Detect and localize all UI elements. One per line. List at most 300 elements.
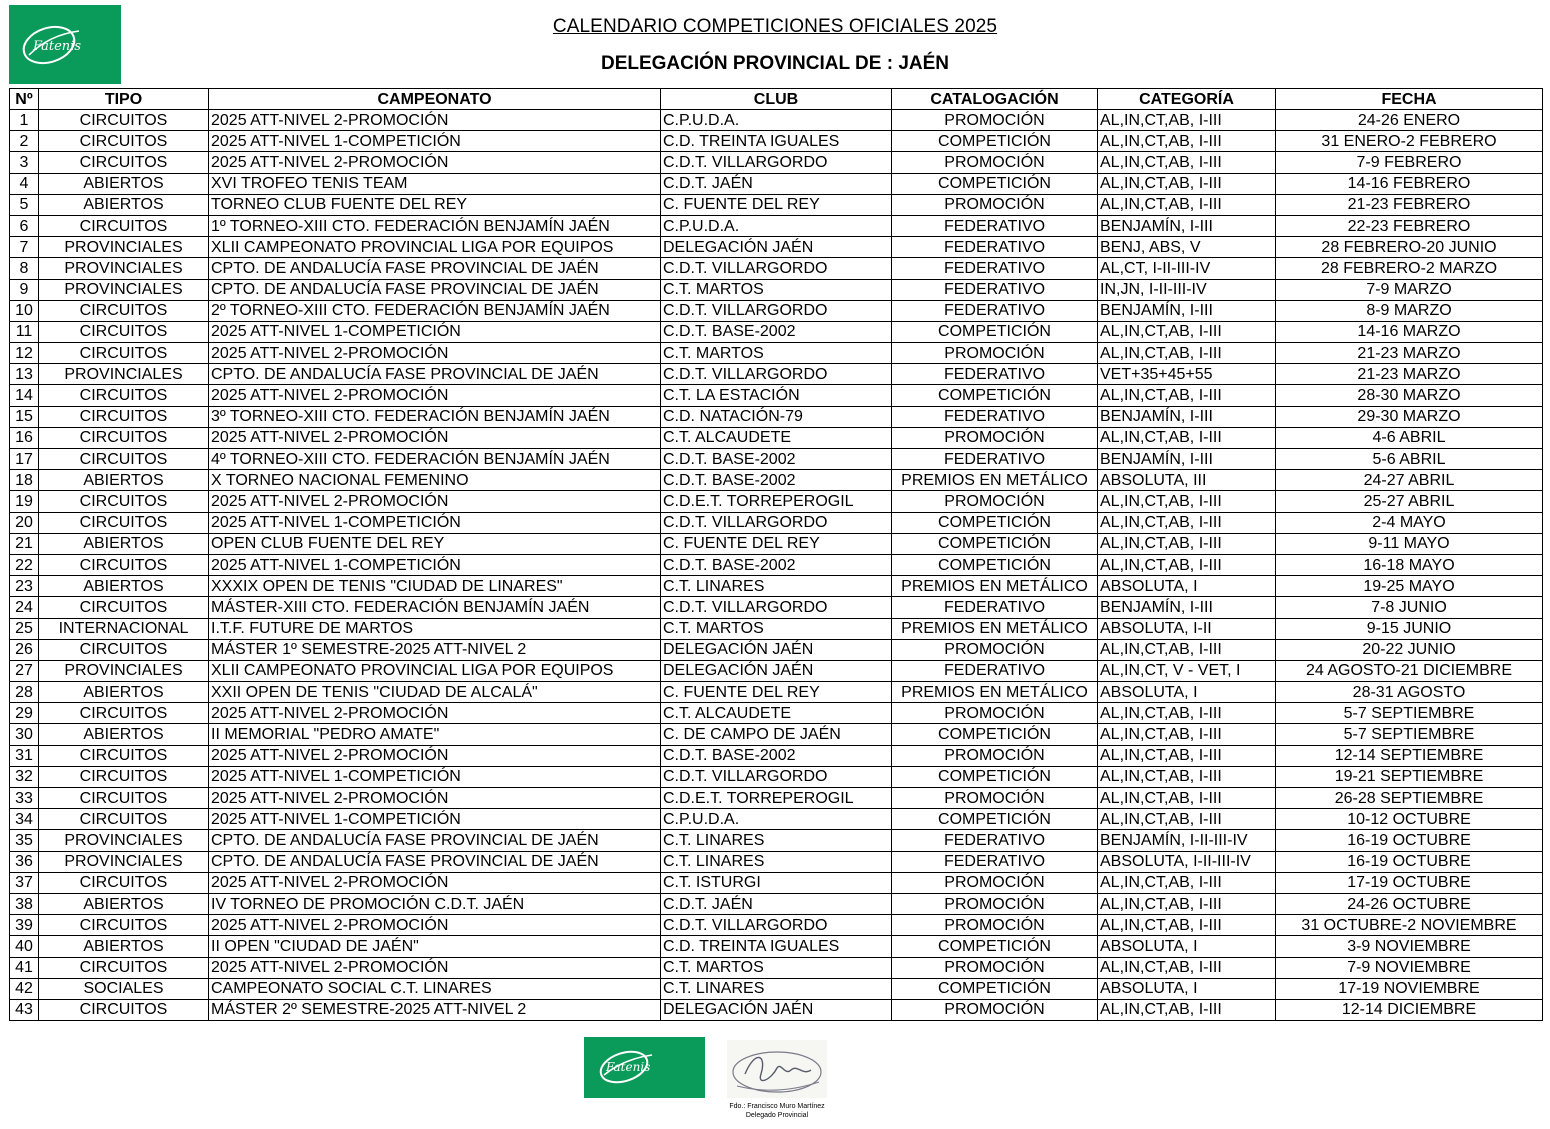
table-row — [10, 597, 1543, 618]
cell-club: C.D.T. VILLARGORDO — [661, 364, 892, 385]
cell-campeonato: 2025 ATT-NIVEL 2-PROMOCIÓN — [209, 491, 661, 512]
table-row — [10, 279, 1543, 300]
cell-club: C.D.T. JAÉN — [661, 173, 892, 194]
cell-number: 24 — [10, 597, 39, 618]
cell-fecha: 31 OCTUBRE-2 NOVIEMBRE — [1276, 915, 1543, 936]
cell-fecha: 17-19 OCTUBRE — [1276, 872, 1543, 893]
cell-tipo: ABIERTOS — [39, 576, 209, 597]
cell-categoria: AL,IN,CT,AB, I-III — [1098, 110, 1276, 131]
cell-number: 39 — [10, 915, 39, 936]
cell-number: 23 — [10, 576, 39, 597]
cell-campeonato: XXXIX OPEN DE TENIS "CIUDAD DE LINARES" — [209, 576, 661, 597]
cell-club: C.T. LINARES — [661, 978, 892, 999]
cell-fecha: 24-26 ENERO — [1276, 110, 1543, 131]
cell-categoria: AL,IN,CT,AB, I-III — [1098, 427, 1276, 448]
cell-fecha: 21-23 FEBRERO — [1276, 194, 1543, 215]
cell-categoria: VET+35+45+55 — [1098, 364, 1276, 385]
cell-campeonato: CPTO. DE ANDALUCÍA FASE PROVINCIAL DE JAÉN — [209, 364, 661, 385]
table-row — [10, 936, 1543, 957]
cell-campeonato: XLII CAMPEONATO PROVINCIAL LIGA POR EQUIPOS — [209, 660, 661, 681]
cell-number: 30 — [10, 724, 39, 745]
cell-fecha: 9-11 MAYO — [1276, 533, 1543, 554]
cell-number: 10 — [10, 300, 39, 321]
table-row — [10, 999, 1543, 1020]
cell-fecha: 5-7 SEPTIEMBRE — [1276, 703, 1543, 724]
cell-categoria: BENJAMÍN, I-III — [1098, 406, 1276, 427]
table-row — [10, 385, 1543, 406]
cell-catalogacion: FEDERATIVO — [892, 449, 1098, 470]
cell-club: C.T. MARTOS — [661, 343, 892, 364]
handwritten-signature — [727, 1040, 827, 1098]
cell-tipo: CIRCUITOS — [39, 639, 209, 660]
cell-campeonato: OPEN CLUB FUENTE DEL REY — [209, 533, 661, 554]
cell-campeonato: CAMPEONATO SOCIAL C.T. LINARES — [209, 978, 661, 999]
cell-categoria: ABSOLUTA, I — [1098, 936, 1276, 957]
cell-campeonato: CPTO. DE ANDALUCÍA FASE PROVINCIAL DE JAÉN — [209, 279, 661, 300]
cell-catalogacion: FEDERATIVO — [892, 660, 1098, 681]
column-header-catalogacion: CATALOGACIÓN — [892, 89, 1098, 110]
signature-role: Delegado Provincial — [745, 1112, 809, 1119]
cell-campeonato: 2025 ATT-NIVEL 2-PROMOCIÓN — [209, 745, 661, 766]
cell-fecha: 24-27 ABRIL — [1276, 470, 1543, 491]
cell-campeonato: 2025 ATT-NIVEL 2-PROMOCIÓN — [209, 385, 661, 406]
cell-tipo: CIRCUITOS — [39, 300, 209, 321]
cell-campeonato: MÁSTER 1º SEMESTRE-2025 ATT-NIVEL 2 — [209, 639, 661, 660]
cell-club: C.D.T. VILLARGORDO — [661, 915, 892, 936]
cell-campeonato: II OPEN "CIUDAD DE JAÉN" — [209, 936, 661, 957]
cell-campeonato: 2025 ATT-NIVEL 2-PROMOCIÓN — [209, 110, 661, 131]
cell-number: 8 — [10, 258, 39, 279]
cell-tipo: CIRCUITOS — [39, 872, 209, 893]
cell-categoria: AL,IN,CT,AB, I-III — [1098, 152, 1276, 173]
cell-catalogacion: PROMOCIÓN — [892, 194, 1098, 215]
cell-club: C. FUENTE DEL REY — [661, 533, 892, 554]
table-row — [10, 639, 1543, 660]
cell-number: 31 — [10, 745, 39, 766]
cell-campeonato: CPTO. DE ANDALUCÍA FASE PROVINCIAL DE JAÉN — [209, 258, 661, 279]
cell-club: C.T. ALCAUDETE — [661, 427, 892, 448]
cell-club: C.P.U.D.A. — [661, 809, 892, 830]
cell-catalogacion: PROMOCIÓN — [892, 788, 1098, 809]
logo-wordmark: Fatenis — [33, 39, 82, 54]
cell-categoria: BENJAMÍN, I-II-III-IV — [1098, 830, 1276, 851]
cell-campeonato: 1º TORNEO-XIII CTO. FEDERACIÓN BENJAMÍN JAÉN — [209, 215, 661, 236]
cell-catalogacion: PROMOCIÓN — [892, 427, 1098, 448]
cell-categoria: AL,IN,CT,AB, I-III — [1098, 321, 1276, 342]
cell-club: C.D. TREINTA IGUALES — [661, 131, 892, 152]
cell-tipo: CIRCUITOS — [39, 385, 209, 406]
cell-campeonato: XVI TROFEO TENIS TEAM — [209, 173, 661, 194]
cell-catalogacion: FEDERATIVO — [892, 279, 1098, 300]
cell-categoria: AL,IN,CT,AB, I-III — [1098, 915, 1276, 936]
cell-tipo: CIRCUITOS — [39, 343, 209, 364]
cell-campeonato: 2º TORNEO-XIII CTO. FEDERACIÓN BENJAMÍN JAÉN — [209, 300, 661, 321]
cell-catalogacion: PROMOCIÓN — [892, 893, 1098, 914]
cell-categoria: ABSOLUTA, I — [1098, 978, 1276, 999]
cell-campeonato: 2025 ATT-NIVEL 1-COMPETICIÓN — [209, 321, 661, 342]
table-row — [10, 533, 1543, 554]
cell-campeonato: 2025 ATT-NIVEL 2-PROMOCIÓN — [209, 703, 661, 724]
cell-categoria: AL,IN,CT,AB, I-III — [1098, 533, 1276, 554]
cell-number: 6 — [10, 215, 39, 236]
table-row — [10, 978, 1543, 999]
cell-categoria: AL,IN,CT,AB, I-III — [1098, 703, 1276, 724]
cell-categoria: AL,IN,CT,AB, I-III — [1098, 343, 1276, 364]
table-row — [10, 449, 1543, 470]
cell-catalogacion: PROMOCIÓN — [892, 152, 1098, 173]
cell-club: C.D.T. VILLARGORDO — [661, 152, 892, 173]
cell-club: DELEGACIÓN JAÉN — [661, 660, 892, 681]
cell-catalogacion: FEDERATIVO — [892, 258, 1098, 279]
cell-club: DELEGACIÓN JAÉN — [661, 999, 892, 1020]
cell-club: C.D.E.T. TORREPEROGIL — [661, 491, 892, 512]
cell-club: C.D.T. VILLARGORDO — [661, 597, 892, 618]
cell-categoria: AL,CT, I-II-III-IV — [1098, 258, 1276, 279]
cell-fecha: 9-15 JUNIO — [1276, 618, 1543, 639]
table-row — [10, 406, 1543, 427]
cell-categoria: AL,IN,CT,AB, I-III — [1098, 745, 1276, 766]
cell-number: 13 — [10, 364, 39, 385]
cell-tipo: CIRCUITOS — [39, 215, 209, 236]
cell-number: 4 — [10, 173, 39, 194]
cell-tipo: CIRCUITOS — [39, 766, 209, 787]
cell-categoria: BENJAMÍN, I-III — [1098, 449, 1276, 470]
cell-number: 28 — [10, 682, 39, 703]
cell-campeonato: MÁSTER-XIII CTO. FEDERACIÓN BENJAMÍN JAÉN — [209, 597, 661, 618]
column-header-tipo: TIPO — [39, 89, 209, 110]
cell-number: 12 — [10, 343, 39, 364]
cell-categoria: AL,IN,CT,AB, I-III — [1098, 957, 1276, 978]
cell-fecha: 14-16 FEBRERO — [1276, 173, 1543, 194]
cell-tipo: CIRCUITOS — [39, 110, 209, 131]
cell-categoria: AL,IN,CT,AB, I-III — [1098, 872, 1276, 893]
table-row — [10, 110, 1543, 131]
cell-tipo: ABIERTOS — [39, 470, 209, 491]
cell-campeonato: I.T.F. FUTURE DE MARTOS — [209, 618, 661, 639]
cell-number: 21 — [10, 533, 39, 554]
cell-fecha: 28 FEBRERO-20 JUNIO — [1276, 237, 1543, 258]
cell-club: C. FUENTE DEL REY — [661, 682, 892, 703]
cell-club: C.P.U.D.A. — [661, 110, 892, 131]
table-row — [10, 512, 1543, 533]
cell-tipo: INTERNACIONAL — [39, 618, 209, 639]
cell-catalogacion: COMPETICIÓN — [892, 554, 1098, 575]
cell-categoria: AL,IN,CT,AB, I-III — [1098, 385, 1276, 406]
cell-categoria: AL,IN,CT,AB, I-III — [1098, 999, 1276, 1020]
cell-categoria: AL,IN,CT,AB, I-III — [1098, 893, 1276, 914]
cell-number: 43 — [10, 999, 39, 1020]
cell-number: 27 — [10, 660, 39, 681]
table-row — [10, 173, 1543, 194]
cell-fecha: 28-30 MARZO — [1276, 385, 1543, 406]
cell-fecha: 25-27 ABRIL — [1276, 491, 1543, 512]
table-row — [10, 872, 1543, 893]
table-row — [10, 915, 1543, 936]
cell-catalogacion: COMPETICIÓN — [892, 385, 1098, 406]
cell-fecha: 20-22 JUNIO — [1276, 639, 1543, 660]
table-row — [10, 851, 1543, 872]
cell-campeonato: 2025 ATT-NIVEL 2-PROMOCIÓN — [209, 427, 661, 448]
cell-club: C.D.T. BASE-2002 — [661, 321, 892, 342]
cell-club: C.D.T. JAÉN — [661, 893, 892, 914]
table-row — [10, 152, 1543, 173]
cell-categoria: BENJAMÍN, I-III — [1098, 215, 1276, 236]
table-row — [10, 682, 1543, 703]
cell-campeonato: 4º TORNEO-XIII CTO. FEDERACIÓN BENJAMÍN JAÉN — [209, 449, 661, 470]
cell-tipo: CIRCUITOS — [39, 491, 209, 512]
cell-catalogacion: FEDERATIVO — [892, 830, 1098, 851]
cell-club: C.D.T. VILLARGORDO — [661, 512, 892, 533]
cell-fecha: 19-25 MAYO — [1276, 576, 1543, 597]
cell-club: C.D.T. VILLARGORDO — [661, 300, 892, 321]
cell-campeonato: 2025 ATT-NIVEL 2-PROMOCIÓN — [209, 788, 661, 809]
cell-campeonato: 2025 ATT-NIVEL 1-COMPETICIÓN — [209, 809, 661, 830]
cell-categoria: AL,IN,CT,AB, I-III — [1098, 809, 1276, 830]
column-header-fecha: FECHA — [1276, 89, 1543, 110]
cell-tipo: CIRCUITOS — [39, 427, 209, 448]
table-row — [10, 427, 1543, 448]
cell-tipo: PROVINCIALES — [39, 660, 209, 681]
cell-number: 42 — [10, 978, 39, 999]
cell-fecha: 7-9 NOVIEMBRE — [1276, 957, 1543, 978]
cell-tipo: CIRCUITOS — [39, 999, 209, 1020]
cell-number: 34 — [10, 809, 39, 830]
cell-tipo: ABIERTOS — [39, 173, 209, 194]
cell-club: C.T. LA ESTACIÓN — [661, 385, 892, 406]
cell-fecha: 31 ENERO-2 FEBRERO — [1276, 131, 1543, 152]
cell-club: C.D.T. BASE-2002 — [661, 449, 892, 470]
cell-campeonato: CPTO. DE ANDALUCÍA FASE PROVINCIAL DE JAÉN — [209, 830, 661, 851]
table-row — [10, 788, 1543, 809]
column-header-number: Nº — [10, 89, 39, 110]
cell-catalogacion: FEDERATIVO — [892, 406, 1098, 427]
cell-campeonato: 2025 ATT-NIVEL 2-PROMOCIÓN — [209, 343, 661, 364]
cell-number: 40 — [10, 936, 39, 957]
cell-number: 22 — [10, 554, 39, 575]
cell-categoria: AL,IN,CT,AB, I-III — [1098, 131, 1276, 152]
cell-club: DELEGACIÓN JAÉN — [661, 639, 892, 660]
cell-number: 19 — [10, 491, 39, 512]
cell-tipo: PROVINCIALES — [39, 364, 209, 385]
cell-number: 18 — [10, 470, 39, 491]
cell-campeonato: 2025 ATT-NIVEL 2-PROMOCIÓN — [209, 872, 661, 893]
cell-campeonato: 2025 ATT-NIVEL 2-PROMOCIÓN — [209, 915, 661, 936]
cell-campeonato: 3º TORNEO-XIII CTO. FEDERACIÓN BENJAMÍN JAÉN — [209, 406, 661, 427]
cell-tipo: CIRCUITOS — [39, 745, 209, 766]
cell-fecha: 7-9 MARZO — [1276, 279, 1543, 300]
cell-tipo: ABIERTOS — [39, 194, 209, 215]
cell-categoria: AL,IN,CT,AB, I-III — [1098, 788, 1276, 809]
table-row — [10, 766, 1543, 787]
cell-fecha: 10-12 OCTUBRE — [1276, 809, 1543, 830]
fatenis-logo-bottom — [584, 1037, 705, 1098]
cell-number: 36 — [10, 851, 39, 872]
cell-club: C.D.T. BASE-2002 — [661, 470, 892, 491]
cell-number: 15 — [10, 406, 39, 427]
cell-club: C.T. LINARES — [661, 830, 892, 851]
cell-fecha: 24-26 OCTUBRE — [1276, 893, 1543, 914]
column-header-categoria: CATEGORÍA — [1098, 89, 1276, 110]
cell-catalogacion: PREMIOS EN METÁLICO — [892, 470, 1098, 491]
cell-club: C.P.U.D.A. — [661, 215, 892, 236]
cell-catalogacion: FEDERATIVO — [892, 300, 1098, 321]
table-row — [10, 660, 1543, 681]
cell-number: 16 — [10, 427, 39, 448]
cell-tipo: CIRCUITOS — [39, 554, 209, 575]
cell-fecha: 28-31 AGOSTO — [1276, 682, 1543, 703]
cell-club: C.T. MARTOS — [661, 279, 892, 300]
cell-club: C. DE CAMPO DE JAÉN — [661, 724, 892, 745]
signature-icon — [727, 1040, 827, 1098]
cell-fecha: 5-7 SEPTIEMBRE — [1276, 724, 1543, 745]
cell-fecha: 4-6 ABRIL — [1276, 427, 1543, 448]
cell-categoria: AL,IN,CT,AB, I-III — [1098, 194, 1276, 215]
logo-wordmark: Fatenis — [606, 1060, 651, 1074]
cell-club: C.D.T. VILLARGORDO — [661, 258, 892, 279]
cell-fecha: 7-9 FEBRERO — [1276, 152, 1543, 173]
cell-club: C.T. ISTURGI — [661, 872, 892, 893]
cell-fecha: 16-18 MAYO — [1276, 554, 1543, 575]
cell-fecha: 28 FEBRERO-2 MARZO — [1276, 258, 1543, 279]
cell-number: 9 — [10, 279, 39, 300]
table-row — [10, 893, 1543, 914]
table-row — [10, 194, 1543, 215]
cell-catalogacion: FEDERATIVO — [892, 597, 1098, 618]
cell-catalogacion: COMPETICIÓN — [892, 512, 1098, 533]
table-row — [10, 809, 1543, 830]
cell-fecha: 19-21 SEPTIEMBRE — [1276, 766, 1543, 787]
cell-club: C.T. ALCAUDETE — [661, 703, 892, 724]
page-title: CALENDARIO COMPETICIONES OFICIALES 2025 — [552, 16, 998, 37]
table-row — [10, 237, 1543, 258]
cell-categoria: AL,IN,CT, V - VET, I — [1098, 660, 1276, 681]
cell-club: C.D.T. BASE-2002 — [661, 554, 892, 575]
cell-tipo: CIRCUITOS — [39, 131, 209, 152]
cell-tipo: CIRCUITOS — [39, 152, 209, 173]
cell-club: DELEGACIÓN JAÉN — [661, 237, 892, 258]
table-row — [10, 321, 1543, 342]
cell-catalogacion: COMPETICIÓN — [892, 173, 1098, 194]
cell-catalogacion: PROMOCIÓN — [892, 110, 1098, 131]
cell-campeonato: TORNEO CLUB FUENTE DEL REY — [209, 194, 661, 215]
cell-tipo: PROVINCIALES — [39, 258, 209, 279]
cell-number: 5 — [10, 194, 39, 215]
cell-club: C.D. NATACIÓN-79 — [661, 406, 892, 427]
cell-club: C.D. TREINTA IGUALES — [661, 936, 892, 957]
cell-number: 11 — [10, 321, 39, 342]
table-row — [10, 343, 1543, 364]
cell-tipo: CIRCUITOS — [39, 809, 209, 830]
cell-categoria: ABSOLUTA, I-II-III-IV — [1098, 851, 1276, 872]
table-row — [10, 131, 1543, 152]
cell-club: C.T. LINARES — [661, 576, 892, 597]
table-row — [10, 957, 1543, 978]
cell-catalogacion: FEDERATIVO — [892, 851, 1098, 872]
cell-number: 38 — [10, 893, 39, 914]
cell-campeonato: XXII OPEN DE TENIS "CIUDAD DE ALCALÁ" — [209, 682, 661, 703]
cell-club: C.T. MARTOS — [661, 957, 892, 978]
cell-club: C.T. LINARES — [661, 851, 892, 872]
cell-categoria: AL,IN,CT,AB, I-III — [1098, 173, 1276, 194]
cell-categoria: AL,IN,CT,AB, I-III — [1098, 639, 1276, 660]
cell-categoria: ABSOLUTA, III — [1098, 470, 1276, 491]
cell-number: 29 — [10, 703, 39, 724]
column-header-club: CLUB — [661, 89, 892, 110]
cell-club: C. FUENTE DEL REY — [661, 194, 892, 215]
cell-tipo: CIRCUITOS — [39, 449, 209, 470]
cell-tipo: CIRCUITOS — [39, 788, 209, 809]
cell-categoria: AL,IN,CT,AB, I-III — [1098, 724, 1276, 745]
cell-tipo: ABIERTOS — [39, 533, 209, 554]
cell-campeonato: CPTO. DE ANDALUCÍA FASE PROVINCIAL DE JAÉN — [209, 851, 661, 872]
cell-campeonato: 2025 ATT-NIVEL 1-COMPETICIÓN — [209, 131, 661, 152]
cell-number: 3 — [10, 152, 39, 173]
cell-catalogacion: PREMIOS EN METÁLICO — [892, 618, 1098, 639]
cell-categoria: AL,IN,CT,AB, I-III — [1098, 512, 1276, 533]
cell-fecha: 3-9 NOVIEMBRE — [1276, 936, 1543, 957]
cell-categoria: AL,IN,CT,AB, I-III — [1098, 766, 1276, 787]
cell-catalogacion: PROMOCIÓN — [892, 491, 1098, 512]
cell-number: 25 — [10, 618, 39, 639]
cell-catalogacion: PREMIOS EN METÁLICO — [892, 682, 1098, 703]
cell-tipo: ABIERTOS — [39, 682, 209, 703]
cell-catalogacion: PROMOCIÓN — [892, 872, 1098, 893]
cell-campeonato: 2025 ATT-NIVEL 1-COMPETICIÓN — [209, 766, 661, 787]
cell-catalogacion: COMPETICIÓN — [892, 321, 1098, 342]
table-row — [10, 576, 1543, 597]
cell-number: 2 — [10, 131, 39, 152]
cell-catalogacion: PREMIOS EN METÁLICO — [892, 576, 1098, 597]
cell-catalogacion: FEDERATIVO — [892, 364, 1098, 385]
table-row — [10, 300, 1543, 321]
cell-campeonato: IV TORNEO DE PROMOCIÓN C.D.T. JAÉN — [209, 893, 661, 914]
table-body — [10, 110, 1543, 1021]
cell-fecha: 2-4 MAYO — [1276, 512, 1543, 533]
table-row — [10, 470, 1543, 491]
cell-campeonato: XLII CAMPEONATO PROVINCIAL LIGA POR EQUIPOS — [209, 237, 661, 258]
cell-tipo: ABIERTOS — [39, 893, 209, 914]
cell-categoria: BENJAMÍN, I-III — [1098, 597, 1276, 618]
cell-fecha: 8-9 MARZO — [1276, 300, 1543, 321]
cell-categoria: ABSOLUTA, I — [1098, 576, 1276, 597]
cell-catalogacion: COMPETICIÓN — [892, 533, 1098, 554]
cell-categoria: IN,JN, I-II-III-IV — [1098, 279, 1276, 300]
cell-catalogacion: FEDERATIVO — [892, 215, 1098, 236]
cell-campeonato: 2025 ATT-NIVEL 1-COMPETICIÓN — [209, 554, 661, 575]
cell-fecha: 22-23 FEBRERO — [1276, 215, 1543, 236]
table-row — [10, 703, 1543, 724]
cell-fecha: 21-23 MARZO — [1276, 364, 1543, 385]
cell-categoria: ABSOLUTA, I — [1098, 682, 1276, 703]
cell-tipo: CIRCUITOS — [39, 915, 209, 936]
table-row — [10, 745, 1543, 766]
cell-categoria: AL,IN,CT,AB, I-III — [1098, 554, 1276, 575]
cell-tipo: PROVINCIALES — [39, 830, 209, 851]
table-row — [10, 364, 1543, 385]
cell-number: 33 — [10, 788, 39, 809]
cell-categoria: AL,IN,CT,AB, I-III — [1098, 491, 1276, 512]
cell-catalogacion: FEDERATIVO — [892, 237, 1098, 258]
cell-number: 20 — [10, 512, 39, 533]
cell-catalogacion: PROMOCIÓN — [892, 999, 1098, 1020]
fatenis-logo-icon — [584, 1037, 705, 1098]
table-row — [10, 258, 1543, 279]
cell-fecha: 21-23 MARZO — [1276, 343, 1543, 364]
column-header-campeonato: CAMPEONATO — [209, 89, 661, 110]
cell-categoria: BENJAMÍN, I-III — [1098, 300, 1276, 321]
cell-club: C.D.E.T. TORREPEROGIL — [661, 788, 892, 809]
table-row — [10, 724, 1543, 745]
